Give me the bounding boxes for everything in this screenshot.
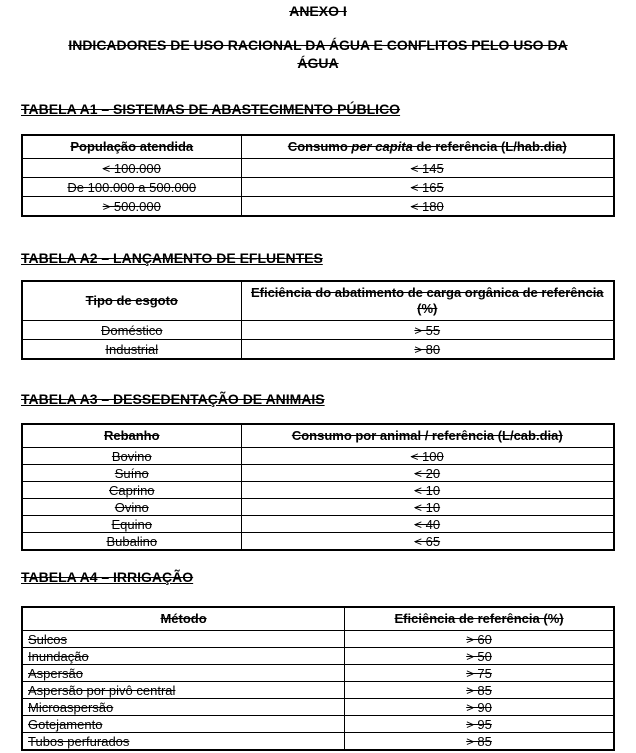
tabela-a2-heading: TABELA A2 – LANÇAMENTO DE EFLUENTES xyxy=(21,250,323,266)
row-label-cell: Caprino xyxy=(22,482,241,499)
row-label-cell: Gotejamento xyxy=(22,716,345,733)
row-label-cell: > 500.000 xyxy=(22,197,241,217)
table-row xyxy=(22,197,614,217)
page-subtitle-line2: ÁGUA xyxy=(297,55,339,71)
a4-col1-header: Método xyxy=(22,607,345,631)
a1-col2-header xyxy=(241,135,614,159)
row-label-cell: Ovino xyxy=(22,499,241,516)
row-label-cell: Sulcos xyxy=(22,631,345,648)
tabela-a4 xyxy=(21,606,615,751)
table-row xyxy=(22,648,614,665)
tabela-a4-heading: TABELA A4 – IRRIGAÇÃO xyxy=(21,569,194,585)
row-label-cell: Aspersão xyxy=(22,665,345,682)
row-value-cell: > 50 xyxy=(345,648,614,665)
a3-col1-header: Rebanho xyxy=(22,424,241,448)
header-row xyxy=(22,424,614,448)
row-value-cell: > 95 xyxy=(345,716,614,733)
table-row xyxy=(22,533,614,551)
row-value-cell: > 60 xyxy=(345,631,614,648)
a1-col2-header-italic: per capita xyxy=(351,139,413,154)
page-subtitle-line1: INDICADORES DE USO RACIONAL DA ÁGUA E CONFLITOS PELO USO DA xyxy=(68,37,568,53)
row-label-cell: Bubalino xyxy=(22,533,241,551)
row-value-cell: < 65 xyxy=(241,533,614,551)
row-label-cell: Tubos perfurados xyxy=(22,733,345,751)
row-value-cell: < 165 xyxy=(241,178,614,197)
row-value-cell: > 85 xyxy=(345,733,614,751)
row-label-cell: Doméstico xyxy=(22,321,241,340)
a2-col2-header: Eficiência do abatimento de carga orgânica de referência (%) xyxy=(241,281,614,321)
tabela-a3 xyxy=(21,423,615,551)
table-row xyxy=(22,516,614,533)
table-row xyxy=(22,733,614,751)
table-row xyxy=(22,321,614,340)
row-label-cell: Inundação xyxy=(22,648,345,665)
tabela-a1 xyxy=(21,134,615,217)
table-row xyxy=(22,340,614,360)
tabela-a1-heading: TABELA A1 – SISTEMAS DE ABASTECIMENTO PÚBLICO xyxy=(21,101,401,117)
table-row xyxy=(22,682,614,699)
row-value-cell: < 180 xyxy=(241,197,614,217)
row-value-cell: < 145 xyxy=(241,159,614,178)
row-label-cell: Suíno xyxy=(22,465,241,482)
row-label-cell: Microaspersão xyxy=(22,699,345,716)
row-label-cell: Aspersão por pivô central xyxy=(22,682,345,699)
row-value-cell: > 75 xyxy=(345,665,614,682)
table-row xyxy=(22,665,614,682)
row-label-cell: < 100.000 xyxy=(22,159,241,178)
table-row xyxy=(22,631,614,648)
table-row xyxy=(22,178,614,197)
row-value-cell: > 85 xyxy=(345,682,614,699)
row-label-cell: Equino xyxy=(22,516,241,533)
a4-col2-header: Eficiência de referência (%) xyxy=(345,607,614,631)
row-value-cell: > 80 xyxy=(241,340,614,360)
row-value-cell: < 10 xyxy=(241,499,614,516)
row-value-cell: < 100 xyxy=(241,448,614,465)
a1-col2-header-post: de referência (L/hab.dia) xyxy=(412,139,567,154)
table-row xyxy=(22,448,614,465)
a2-col1-header: Tipo de esgoto xyxy=(22,281,241,321)
table-row xyxy=(22,465,614,482)
table-row xyxy=(22,159,614,178)
a1-col1-header: População atendida xyxy=(22,135,241,159)
header-row xyxy=(22,281,614,321)
row-label-cell: Bovino xyxy=(22,448,241,465)
table-row xyxy=(22,482,614,499)
row-value-cell: > 55 xyxy=(241,321,614,340)
table-row xyxy=(22,699,614,716)
table-row xyxy=(22,716,614,733)
tabela-a3-heading: TABELA A3 – DESSEDENTAÇÃO DE ANIMAIS xyxy=(21,391,325,407)
table-row xyxy=(22,499,614,516)
a1-col2-header-pre: Consumo xyxy=(287,139,352,154)
row-value-cell: < 40 xyxy=(241,516,614,533)
row-value-cell: > 90 xyxy=(345,699,614,716)
header-row xyxy=(22,135,614,159)
row-label-cell: De 100.000 a 500.000 xyxy=(22,178,241,197)
page-subtitle xyxy=(21,36,615,72)
header-row xyxy=(22,607,614,631)
row-value-cell: < 20 xyxy=(241,465,614,482)
row-label-cell: Industrial xyxy=(22,340,241,360)
row-value-cell: < 10 xyxy=(241,482,614,499)
a3-col2-header: Consumo por animal / referência (L/cab.dia) xyxy=(241,424,614,448)
tabela-a2 xyxy=(21,280,615,360)
page-title: ANEXO I xyxy=(289,3,347,19)
